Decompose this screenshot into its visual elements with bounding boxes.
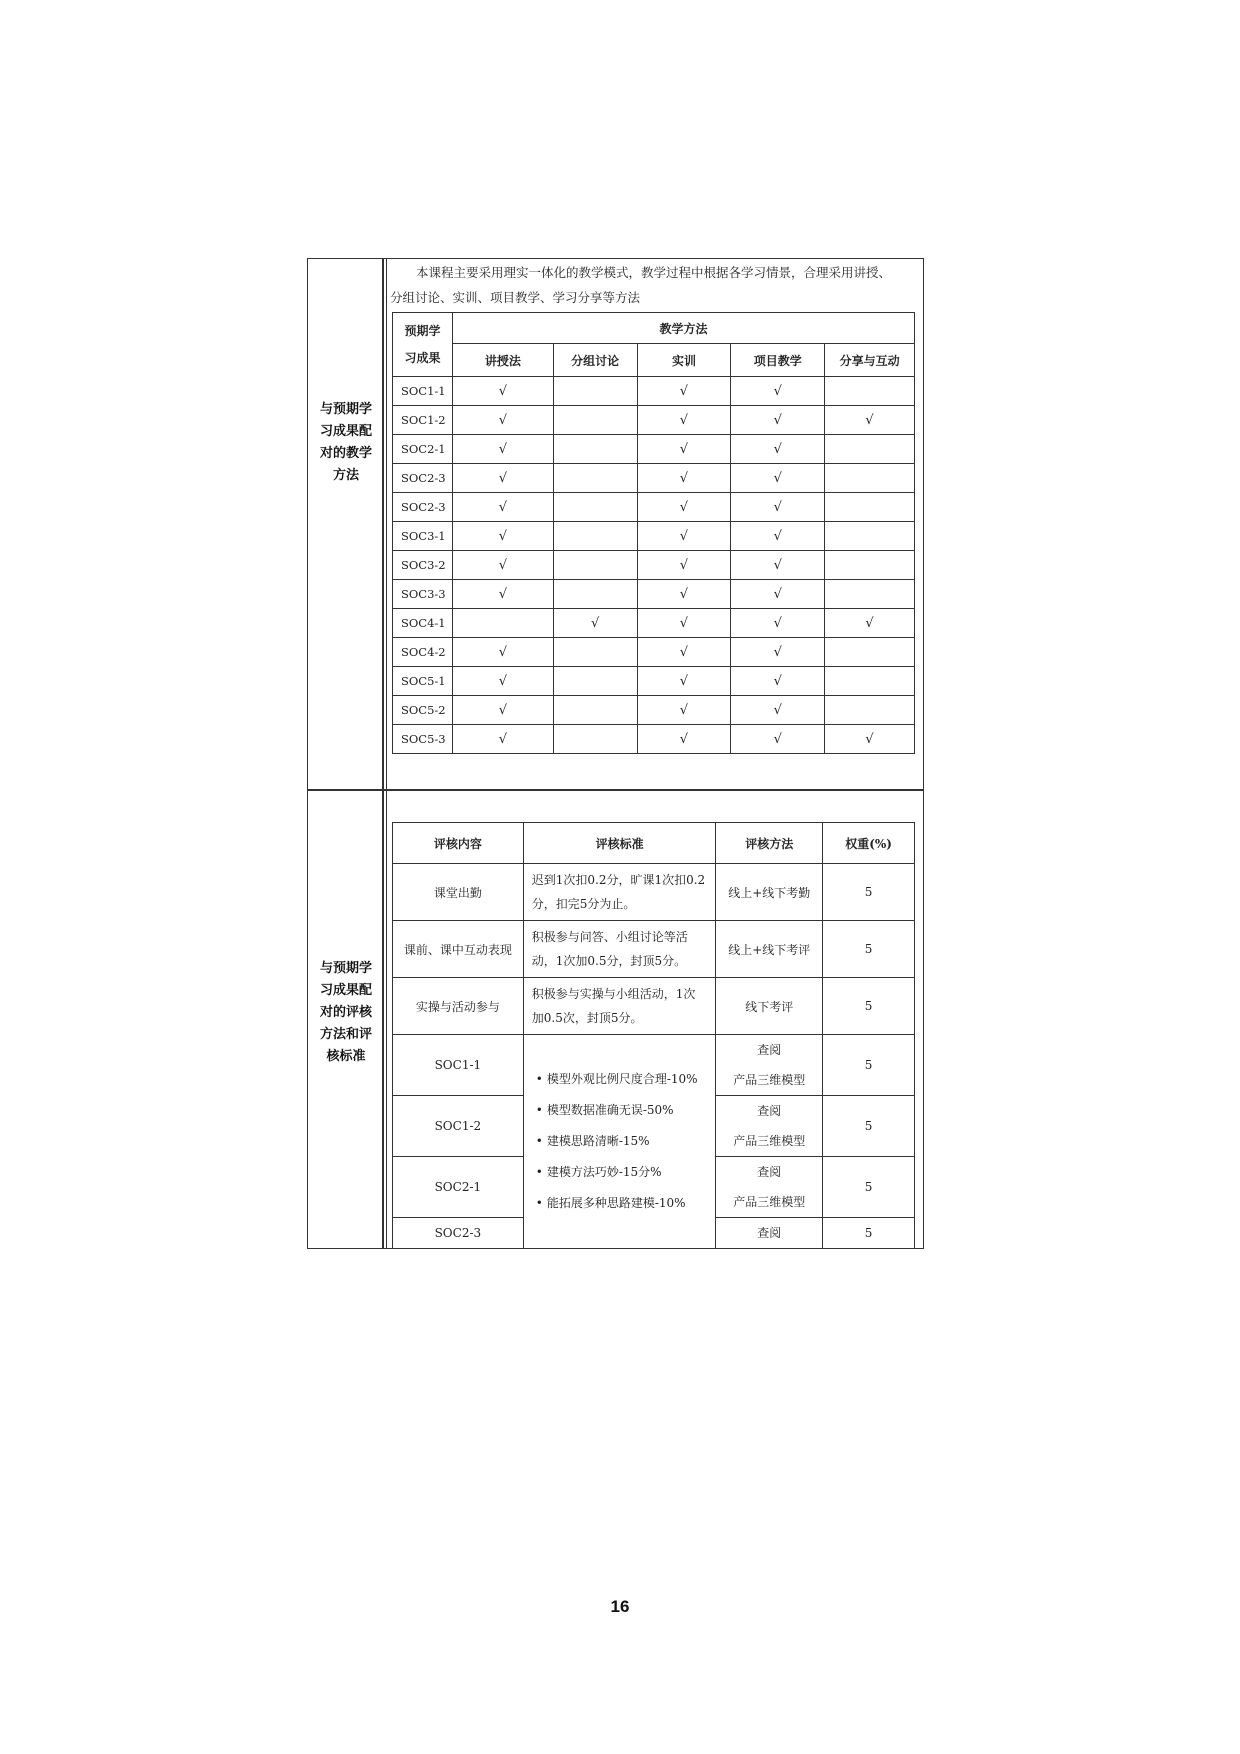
table-row	[393, 609, 915, 638]
assessment-method: 线下考评	[716, 978, 823, 1035]
check-mark-cell: √	[731, 551, 825, 580]
check-mark-cell	[825, 667, 915, 696]
check-mark-cell: √	[731, 493, 825, 522]
check-mark-cell: √	[825, 406, 915, 435]
assessment-method: 查阅 产品三维模型	[716, 1035, 823, 1096]
table-row	[393, 580, 915, 609]
check-mark-cell: √	[452, 493, 553, 522]
column-header: 评核内容	[393, 823, 524, 864]
check-mark-cell	[452, 609, 553, 638]
assessment-method: 查阅 产品三维模型	[716, 1096, 823, 1157]
outcome-code: SOC4-1	[393, 609, 453, 638]
assessment-standard: 积极参与问答、小组讨论等活 动，1次加0.5分，封顶5分。	[523, 921, 716, 978]
table-row	[393, 696, 915, 725]
outcome-code: SOC2-1	[393, 435, 453, 464]
table-row	[393, 667, 915, 696]
outcome-code: SOC3-3	[393, 580, 453, 609]
check-mark-cell: √	[637, 493, 731, 522]
check-mark-cell: √	[731, 638, 825, 667]
check-mark-cell: √	[825, 725, 915, 754]
soc-code: SOC1-2	[393, 1096, 524, 1157]
outcome-code: SOC2-3	[393, 464, 453, 493]
outcome-code: SOC3-2	[393, 551, 453, 580]
assessment-weight: 5	[823, 1218, 915, 1249]
check-mark-cell: √	[637, 696, 731, 725]
check-mark-cell	[553, 551, 637, 580]
check-mark-cell: √	[637, 609, 731, 638]
check-mark-cell: √	[452, 696, 553, 725]
criteria-item: • 建模方法巧妙-15分%	[536, 1157, 704, 1188]
table-row	[393, 921, 915, 978]
table-row	[393, 464, 915, 493]
check-mark-cell: √	[637, 580, 731, 609]
criteria-item: • 能拓展多种思路建模-10%	[536, 1188, 704, 1219]
check-mark-cell	[553, 580, 637, 609]
table-row	[393, 638, 915, 667]
outcome-header: 预期学 习成果	[393, 313, 453, 377]
outcome-code: SOC2-3	[393, 493, 453, 522]
check-mark-cell	[825, 464, 915, 493]
column-header: 实训	[637, 344, 731, 377]
check-mark-cell	[553, 377, 637, 406]
section1-label: 与预期学 习成果配 对的教学 方法	[319, 402, 372, 483]
table-row	[393, 406, 915, 435]
outcome-code: SOC5-2	[393, 696, 453, 725]
column-header: 分享与互动	[825, 344, 915, 377]
check-mark-cell	[825, 522, 915, 551]
assessment-standard: 迟到1次扣0.2分，旷课1次扣0.2 分，扣完5分为止。	[523, 864, 716, 921]
table-row	[393, 725, 915, 754]
check-mark-cell: √	[731, 522, 825, 551]
column-header: 评核方法	[716, 823, 823, 864]
check-mark-cell: √	[637, 522, 731, 551]
check-mark-cell: √	[637, 377, 731, 406]
table-row	[393, 1035, 915, 1096]
check-mark-cell: √	[731, 464, 825, 493]
column-header: 分组讨论	[553, 344, 637, 377]
check-mark-cell: √	[452, 435, 553, 464]
table-row	[393, 435, 915, 464]
table-row	[393, 978, 915, 1035]
check-mark-cell: √	[452, 638, 553, 667]
check-mark-cell: √	[452, 725, 553, 754]
check-mark-cell	[825, 696, 915, 725]
assessment-standard: 积极参与实操与小组活动，1次 加0.5次，封顶5分。	[523, 978, 716, 1035]
outcome-code: SOC5-3	[393, 725, 453, 754]
check-mark-cell	[825, 580, 915, 609]
section2-label: 与预期学 习成果配 对的评核 方法和评 核标准	[319, 961, 372, 1064]
teaching-methods-header: 教学方法	[452, 313, 914, 344]
teaching-methods-table	[392, 312, 915, 754]
assessment-weight: 5	[823, 921, 915, 978]
check-mark-cell: √	[731, 725, 825, 754]
table-row	[393, 864, 915, 921]
assessment-table	[392, 822, 915, 1249]
assessment-content: 课堂出勤	[393, 864, 524, 921]
outcome-code: SOC1-2	[393, 406, 453, 435]
check-mark-cell: √	[553, 609, 637, 638]
check-mark-cell	[825, 435, 915, 464]
assessment-criteria	[523, 1035, 716, 1249]
soc-code: SOC2-3	[393, 1218, 524, 1249]
assessment-weight: 5	[823, 864, 915, 921]
section-divider	[307, 789, 924, 791]
check-mark-cell	[553, 696, 637, 725]
check-mark-cell: √	[637, 667, 731, 696]
check-mark-cell	[553, 493, 637, 522]
check-mark-cell: √	[731, 609, 825, 638]
criteria-item: • 模型数据准确无误-50%	[536, 1095, 704, 1126]
check-mark-cell	[825, 551, 915, 580]
check-mark-cell: √	[825, 609, 915, 638]
assessment-method: 线上+线下考勤	[716, 864, 823, 921]
outcome-code: SOC1-1	[393, 377, 453, 406]
check-mark-cell: √	[637, 464, 731, 493]
assessment-weight: 5	[823, 1096, 915, 1157]
check-mark-cell: √	[452, 406, 553, 435]
assessment-content: 课前、课中互动表现	[393, 921, 524, 978]
outcome-code: SOC3-1	[393, 522, 453, 551]
left-column-divider	[382, 258, 384, 1249]
soc-code: SOC2-1	[393, 1157, 524, 1218]
check-mark-cell: √	[731, 377, 825, 406]
check-mark-cell: √	[637, 551, 731, 580]
table-row	[393, 493, 915, 522]
assessment-weight: 5	[823, 978, 915, 1035]
check-mark-cell: √	[452, 522, 553, 551]
check-mark-cell	[825, 377, 915, 406]
check-mark-cell: √	[731, 696, 825, 725]
check-mark-cell: √	[637, 435, 731, 464]
check-mark-cell: √	[637, 638, 731, 667]
check-mark-cell: √	[731, 406, 825, 435]
check-mark-cell	[553, 667, 637, 696]
check-mark-cell: √	[637, 406, 731, 435]
check-mark-cell	[825, 638, 915, 667]
check-mark-cell: √	[731, 435, 825, 464]
check-mark-cell: √	[452, 551, 553, 580]
column-header: 权重(%)	[823, 823, 915, 864]
check-mark-cell: √	[731, 580, 825, 609]
left-column-divider-inner	[386, 258, 387, 1249]
check-mark-cell: √	[637, 725, 731, 754]
check-mark-cell: √	[731, 667, 825, 696]
assessment-content: 实操与活动参与	[393, 978, 524, 1035]
soc-code: SOC1-1	[393, 1035, 524, 1096]
intro-paragraph: 本课程主要采用理实一体化的教学模式，教学过程中根据各学习情景，合理采用讲授、 分组讨论、实训、项目教学、学习分享等方法	[390, 265, 892, 305]
assessment-weight: 5	[823, 1035, 915, 1096]
check-mark-cell	[553, 435, 637, 464]
assessment-method: 线上+线下考评	[716, 921, 823, 978]
column-header: 讲授法	[452, 344, 553, 377]
column-header: 评核标准	[523, 823, 716, 864]
column-header: 项目教学	[731, 344, 825, 377]
outcome-code: SOC5-1	[393, 667, 453, 696]
check-mark-cell	[553, 522, 637, 551]
table-row	[393, 551, 915, 580]
check-mark-cell	[825, 493, 915, 522]
criteria-item: • 建模思路清晰-15%	[536, 1126, 704, 1157]
table-row	[393, 522, 915, 551]
assessment-method: 查阅	[716, 1218, 823, 1249]
assessment-weight: 5	[823, 1157, 915, 1218]
page-number: 16	[610, 1597, 630, 1616]
check-mark-cell	[553, 464, 637, 493]
check-mark-cell: √	[452, 464, 553, 493]
outcome-code: SOC4-2	[393, 638, 453, 667]
check-mark-cell: √	[452, 580, 553, 609]
criteria-item: • 模型外观比例尺度合理-10%	[536, 1064, 704, 1095]
assessment-method: 查阅 产品三维模型	[716, 1157, 823, 1218]
check-mark-cell	[553, 725, 637, 754]
check-mark-cell: √	[452, 667, 553, 696]
check-mark-cell	[553, 406, 637, 435]
check-mark-cell: √	[452, 377, 553, 406]
check-mark-cell	[553, 638, 637, 667]
table-row	[393, 377, 915, 406]
